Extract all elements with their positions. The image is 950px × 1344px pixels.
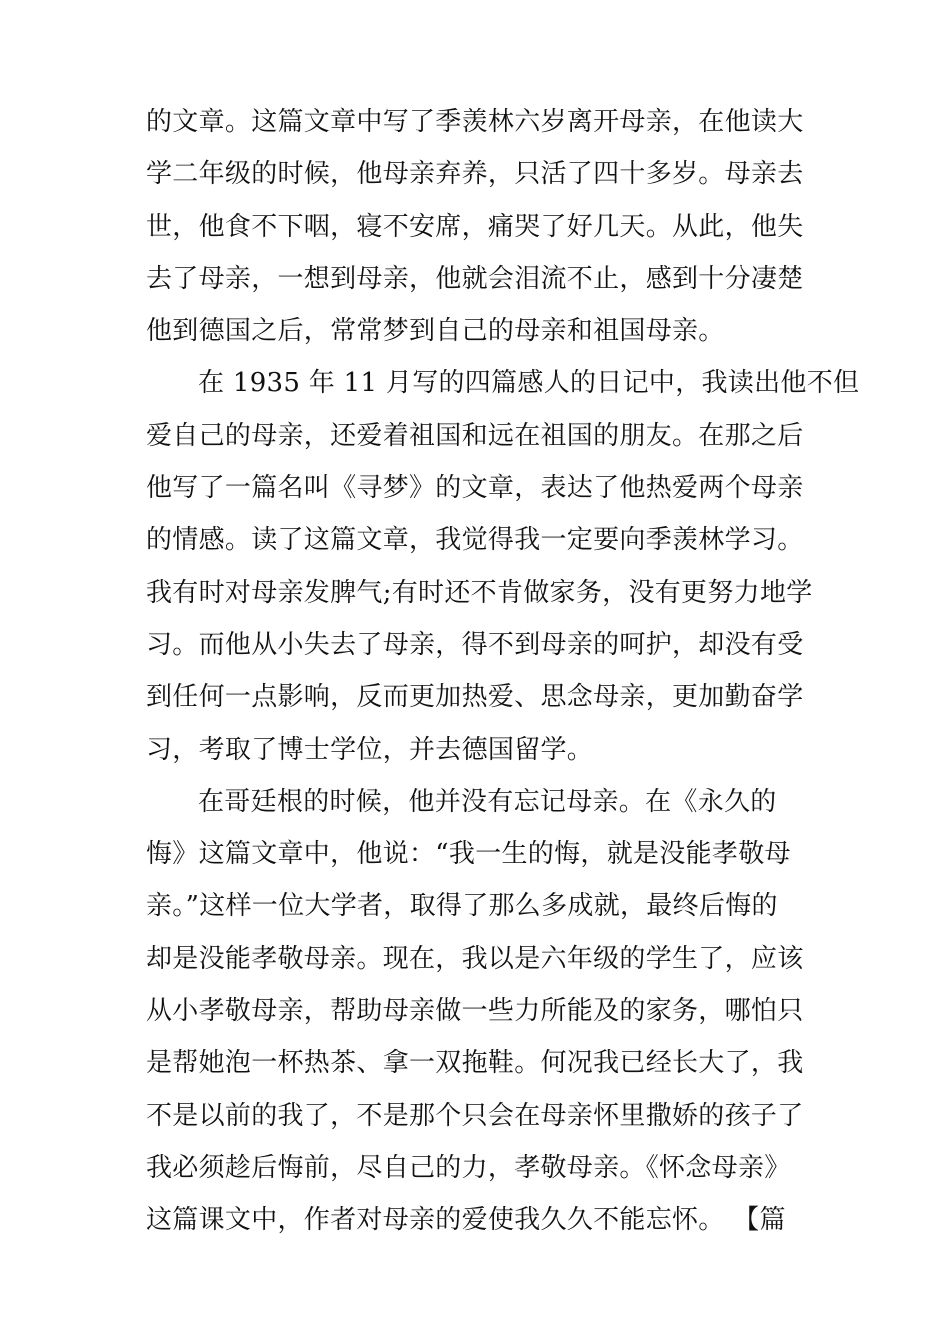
- text-line: 我必须趁后悔前，尽自己的力，孝敬母亲。《怀念母亲》: [146, 1152, 791, 1183]
- text-line: 亲。”这样一位大学者，取得了那么多成就，最终后悔的: [146, 891, 778, 922]
- text-line: 这篇课文中，作者对母亲的爱使我久久不能忘怀。 【篇: [146, 1205, 786, 1236]
- text-line: 世，他食不下咽，寝不安席，痛哭了好几天。从此，他失: [146, 211, 804, 242]
- text-line: 我有时对母亲发脾气;有时还不肯做家务，没有更努力地学: [146, 577, 813, 608]
- text-line: 不是以前的我了，不是那个只会在母亲怀里撒娇的孩子了: [146, 1100, 804, 1131]
- text-line: 是帮她泡一杯热茶、拿一双拖鞋。何况我已经长大了，我: [146, 1048, 804, 1079]
- text-line: 到任何一点影响，反而更加热爱、思念母亲，更加勤奋学: [146, 682, 804, 713]
- document-body: [146, 96, 860, 1247]
- text-line: 从小孝敬母亲，帮助母亲做一些力所能及的家务，哪怕只: [146, 996, 804, 1027]
- text-line: 习，考取了博士学位，并去德国留学。: [146, 734, 594, 765]
- text-line-indented: 在 1935 年 11 月写的四篇感人的日记中，我读出他不但: [198, 368, 860, 399]
- text-line: 去了母亲，一想到母亲，他就会泪流不止，感到十分凄楚: [146, 263, 804, 294]
- text-line: 的文章。这篇文章中写了季羡林六岁离开母亲，在他读大: [146, 107, 804, 137]
- text-line: 悔》这篇文章中，他说：“我一生的悔，就是没能孝敬母: [146, 839, 791, 870]
- text-line: 学二年级的时候，他母亲弃养，只活了四十多岁。母亲去: [146, 159, 804, 190]
- text-line: 的情感。读了这篇文章，我觉得我一定要向季羡林学习。: [146, 525, 804, 556]
- text-line: 他写了一篇名叫《寻梦》的文章，表达了他热爱两个母亲: [146, 473, 804, 504]
- text-line: 却是没能孝敬母亲。现在，我以是六年级的学生了，应该: [146, 943, 804, 974]
- text-line: 他到德国之后，常常梦到自己的母亲和祖国母亲。: [146, 316, 725, 347]
- text-line: 爱自己的母亲，还爱着祖国和远在祖国的朋友。在那之后: [146, 420, 804, 451]
- text-line: 习。而他从小失去了母亲，得不到母亲的呵护，却没有受: [146, 629, 804, 660]
- text-line-indented: 在哥廷根的时候，他并没有忘记母亲。在《永久的: [198, 786, 777, 817]
